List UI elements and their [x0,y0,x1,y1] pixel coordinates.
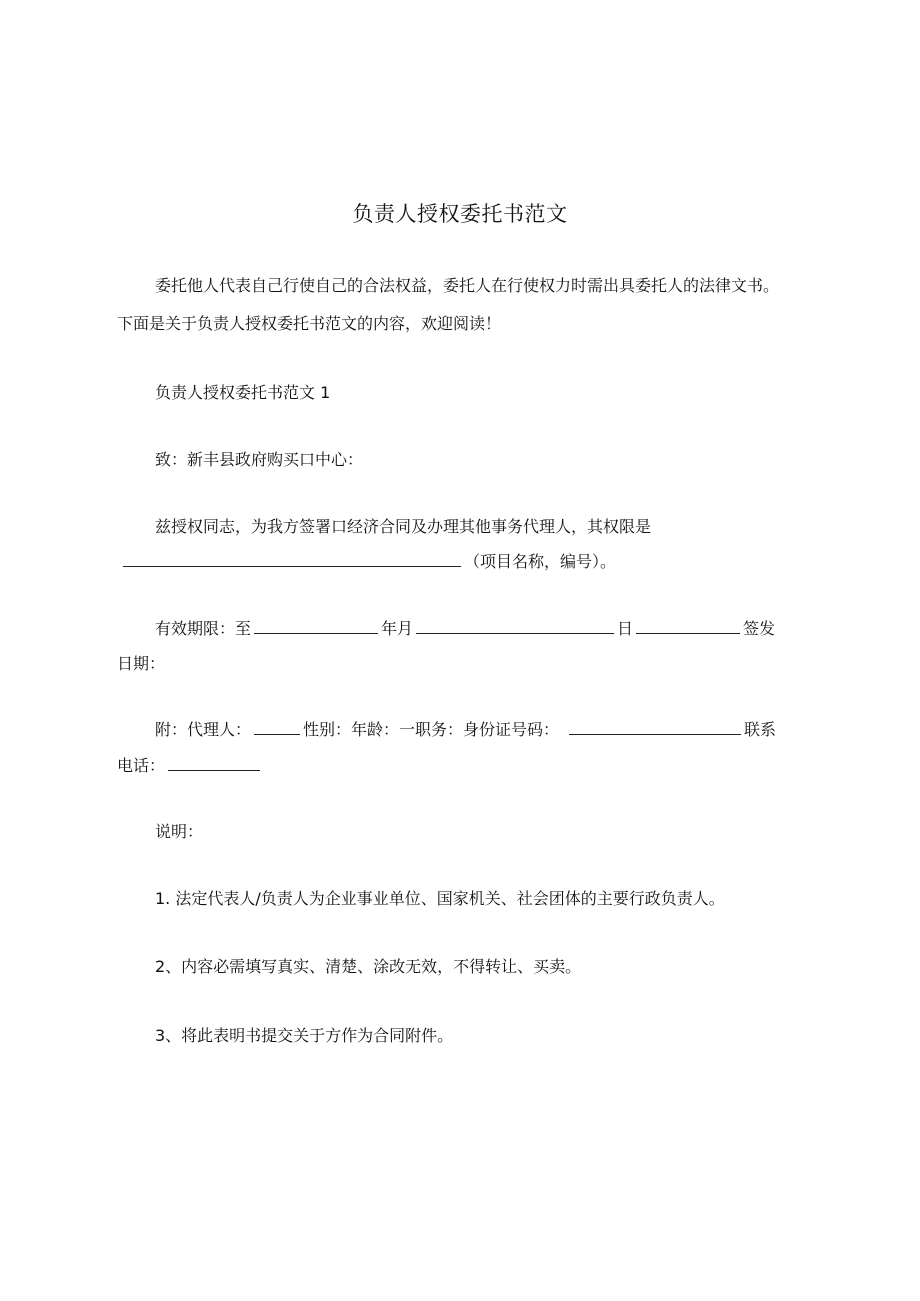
authorization-line-1: 兹授权同志，为我方签署口经济合同及办理其他事务代理人，其权限是 [155,517,652,536]
validity-blank-3 [636,613,740,634]
intro-paragraph-line-2: 下面是关于负责人授权委托书范文的内容，欢迎阅读！ [117,314,502,333]
addressee-line: 致：新丰县政府购买口中心： [155,450,364,469]
intro-paragraph-line-1: 委托他人代表自己行使自己的合法权益，委托人在行使权力时需出具委托人的法律文书。 [155,276,780,295]
phone-label: 电话： [117,756,166,775]
notes-heading: 说明： [155,822,204,841]
note-item-2: 2、内容必需填写真实、清楚、涂改无效，不得转让、买卖。 [155,957,582,976]
validity-line [155,612,775,646]
agent-blank [254,714,300,735]
attachment-prefix: 附：代理人： [155,720,252,739]
phone-line [117,749,263,783]
validity-blank-2 [416,613,614,634]
phone-blank [168,750,260,771]
note-item-1: 1. 法定代表人/负责人为企业事业单位、国家机关、社会团体的主要行政负责人。 [155,889,725,908]
validity-year-month: 年月 [381,619,414,638]
validity-date-label: 日期： [117,654,166,673]
attachment-contact: 联系 [744,720,777,739]
id-number-blank [569,714,741,735]
project-suffix: （项目名称，编号）。 [464,552,617,571]
validity-day: 日 [617,619,634,638]
validity-sign: 签发 [743,619,776,638]
attachment-line [155,713,776,747]
validity-label: 有效期限：至 [155,619,252,638]
authorization-line-2 [120,545,616,579]
attachment-fields: 性别：年龄：一职务：身份证号码： [303,720,560,739]
project-blank-line [123,546,461,567]
document-title: 负责人授权委托书范文 [352,202,568,226]
validity-blank-1 [254,613,378,634]
note-item-3: 3、将此表明书提交关于方作为合同附件。 [155,1026,454,1045]
section-heading: 负责人授权委托书范文 1 [155,383,331,402]
